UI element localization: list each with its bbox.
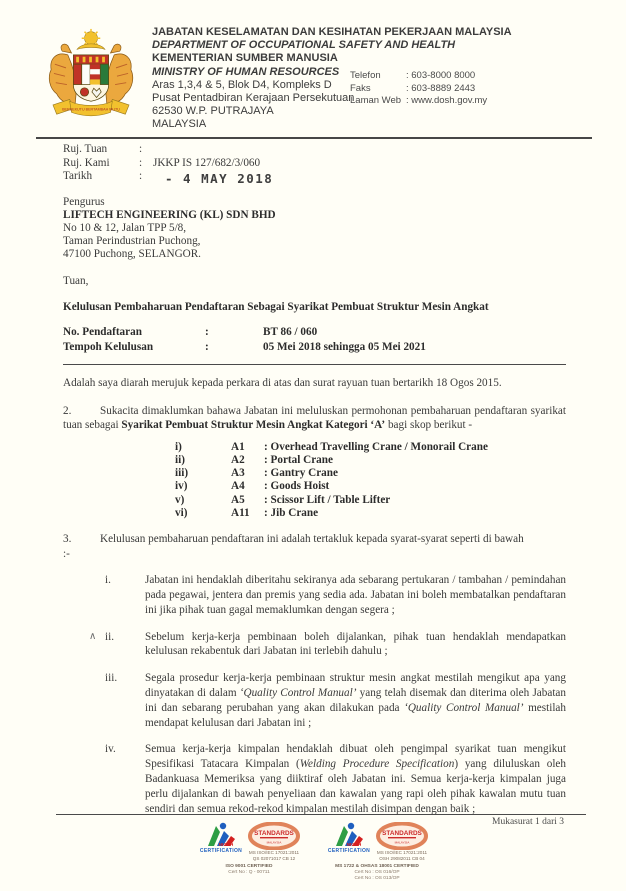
niosh-certification-label: CERTIFICATION (327, 848, 371, 854)
date-stamp: - 4 MAY 2018 (165, 171, 274, 187)
faks-label: Faks (350, 82, 371, 94)
niosh-certification-logo (326, 822, 372, 854)
hq-address-line4: MALAYSIA (152, 118, 207, 131)
cert-group (198, 822, 300, 882)
niosh-certification-logo (198, 822, 244, 854)
hq-address-line1: Aras 1,3,4 & 5, Blok D4, Kompleks D (152, 78, 332, 91)
scope-item: v) A5 : Scissor Lift / Table Lifter (175, 493, 391, 506)
svg-text:STANDARDS: STANDARDS (254, 830, 294, 837)
standards-logo-icon (248, 822, 300, 850)
ruj-kami-label: Ruj. Kami (63, 156, 110, 169)
standards-logo-icon (376, 822, 428, 850)
letterhead (40, 26, 592, 132)
ministry-line-my: KEMENTERIAN SUMBER MANUSIA (152, 52, 338, 65)
paragraph-3-trailer: :- (63, 547, 70, 560)
footer-divider (56, 814, 586, 815)
recipient-title: Pengurus (63, 195, 105, 208)
cert-number-lines: ISO 9001 CERTIFIED Cert No : Q - 00711 (225, 864, 273, 875)
salutation: Tuan, (63, 274, 89, 287)
ministry-line-en: MINISTRY OF HUMAN RESOURCES (152, 65, 340, 78)
ruj-kami-value: JKKP IS 127/682/3/060 (153, 156, 261, 169)
svg-text:NIOSH: NIOSH (346, 842, 362, 847)
contact-info (350, 70, 487, 108)
paragraph-3-text: Kelulusan pembaharuan pendaftaran ini adalah tertakluk kepada syarat-syarat seperti di bawah (100, 532, 524, 545)
registration-no-row: No. Pendaftaran : BT 86 / 060 (63, 325, 318, 338)
cert-logos (0, 822, 626, 882)
web-value: : www.dosh.gov.my (406, 95, 488, 106)
registration-no-label: No. Pendaftaran (63, 325, 142, 338)
svg-text:BERSEKUTU BERTAMBAH MUTU: BERSEKUTU BERTAMBAH MUTU (62, 107, 120, 112)
svg-text:MALAYSIA: MALAYSIA (266, 840, 282, 845)
recipient-address2: Taman Perindustrian Puchong, (63, 234, 201, 247)
niosh-certification-label: CERTIFICATION (199, 848, 243, 854)
scope-list (175, 441, 566, 520)
niosh-figure-icon (332, 822, 366, 848)
validity-period-row: Tempoh Kelulusan : 05 Mei 2018 sehingga 05 Mei 2021 (63, 340, 426, 353)
condition-item: iv. Semua kerja-kerja kimpalan hendaklah dibuat oleh pengimpal syarikat tuan mengikut Spesifikasi Tatacara Kimpalan (Welding Procedure Specification) yang diluluskan oleh Badankuasa Memeriksa yang diiktiraf oleh Jabatan ini. Semua kerja-kerja kimpalan juga perlu dijalankan di bawah penyeliaan dan kawalan yang rapi oleh pihak kawalan mutu tuan sendiri dan semua rekod-rekod kimpalan mestilah disimpan dengan baik ; (105, 743, 566, 815)
condition-item: ∧ ii. Sebelum kerja-kerja pembinaan boleh dijalankan, pihak tuan hendaklah mendapatkan kelulusan rekabentuk dari Jabatan ini terlebih dahulu ; (89, 630, 566, 658)
faks-value: : 603-8889 2443 (406, 82, 476, 94)
subject-line: Kelulusan Pembaharuan Pendaftaran Sebagai Syarikat Pembuat Struktur Mesin Angkat (63, 301, 489, 314)
paragraph-2 (63, 404, 566, 433)
validity-period-label: Tempoh Kelulusan (63, 340, 154, 353)
paragraph-2-text: Sukacita dimaklumkan bahawa Jabatan ini meluluskan permohonan pembaharuan pendaftaran syarikat tuan sebagai Syarikat Pembuat Struktur Mesin Angkat Kategori ‘A’ bagi skop berikut - (63, 404, 566, 432)
header-divider (36, 137, 592, 139)
recipient-company: LIFTECH ENGINEERING (KL) SDN BHD (63, 208, 276, 221)
scope-item: ii) A2 : Portal Crane (175, 453, 333, 466)
recipient-address1: No 10 & 12, Jalan TPP 5/8, (63, 221, 187, 234)
dept-line-en: DEPARTMENT OF OCCUPATIONAL SAFETY AND HEALTH (152, 39, 456, 52)
svg-text:STANDARDS: STANDARDS (382, 830, 422, 837)
validity-period-value: 05 Mei 2018 sehingga 05 Mei 2021 (263, 340, 426, 353)
web-label: Laman Web (350, 95, 402, 106)
svg-text:MALAYSIA: MALAYSIA (394, 840, 410, 845)
hq-address-line3: 62530 W.P. PUTRAJAYA (152, 105, 274, 118)
condition-item: iii. Segala prosedur kerja-kerja pembinaan struktur mesin angkat mestilah mengikut apa yang dinyatakan di dalam ‘Quality Control Manual’ yang telah disemak dan diterima oleh Jabatan ini dan sebarang perubahan yang akan dilakukan pada ‘Quality Control Manual’ mestilah mendapat kelulusan dari Jabatan ini ; (105, 672, 566, 729)
ruj-tuan-label: Ruj. Tuan (63, 143, 108, 155)
scope-item: vi) A11 : Jib Crane (175, 506, 319, 519)
page-number: Mukasurat 1 dari 3 (492, 817, 565, 827)
dept-line-my: JABATAN KESELAMATAN DAN KESIHATAN PEKERJAAN MALAYSIA (152, 26, 512, 38)
cert-scheme-lines: MS ISO/IEC 17021:2011 QS 02071017 CB 12 (248, 850, 300, 861)
malaysia-coat-of-arms-icon (40, 26, 142, 132)
letter-body (63, 143, 566, 816)
scope-item: iii) A3 : Gantry Crane (175, 467, 338, 480)
registration-no-value: BT 86 / 060 (263, 325, 318, 338)
ref-tuan-row: Ruj. Tuan : (63, 143, 143, 155)
cert-group (326, 822, 428, 882)
condition-item: i. Jabatan ini hendaklah diberitahu sekiranya ada sebarang pertukaran / tambahan / pemindahan pada pegawai, jentera dan premis yang sedia ada. Jabatan ini boleh membatalkan pendaftaran ini jika pihak tuan gagal memaklumkan dengan segera ; (105, 574, 566, 616)
telefon-value: : 603-8000 8000 (406, 70, 476, 81)
niosh-figure-icon (204, 822, 238, 848)
ref-kami-row: Ruj. Kami : JKKP IS 127/682/3/060 (63, 156, 261, 169)
paragraph-2-number: 2. (63, 404, 72, 417)
hq-address-line2: Pusat Pentadbiran Kerajaan Persekutuan (152, 92, 355, 105)
svg-text:NIOSH: NIOSH (218, 842, 234, 847)
recipient-address3: 47100 Puchong, SELANGOR. (63, 247, 201, 260)
paragraph-3-number: 3. (63, 532, 72, 545)
paragraph-3 (63, 532, 566, 547)
paragraph-intro: Adalah saya diarah merujuk kepada perkara di atas dan surat rayuan tuan bertarikh 18 Ogos 2015. (63, 376, 502, 389)
subject-divider (63, 364, 566, 365)
conditions-list (63, 573, 566, 816)
cert-number-lines: MS 1722 & OHSAS 18001 CERTIFIED Cert No : OS 016/OP Cert No : OS 013/OP (335, 864, 419, 881)
cert-scheme-lines: MS ISO/IEC 17021:2011 OSH 29082011 CB 04 (376, 850, 428, 861)
telefon-label: Telefon (350, 70, 381, 81)
tarikh-label: Tarikh (63, 170, 93, 183)
scope-item: iv) A4 : Goods Hoist (175, 480, 330, 493)
ref-tarikh-row: Tarikh : - 4 MAY 2018 (63, 170, 274, 187)
scope-item: i) A1 : Overhead Travelling Crane / Monorail Crane (175, 440, 488, 453)
recipient-block (63, 196, 566, 261)
